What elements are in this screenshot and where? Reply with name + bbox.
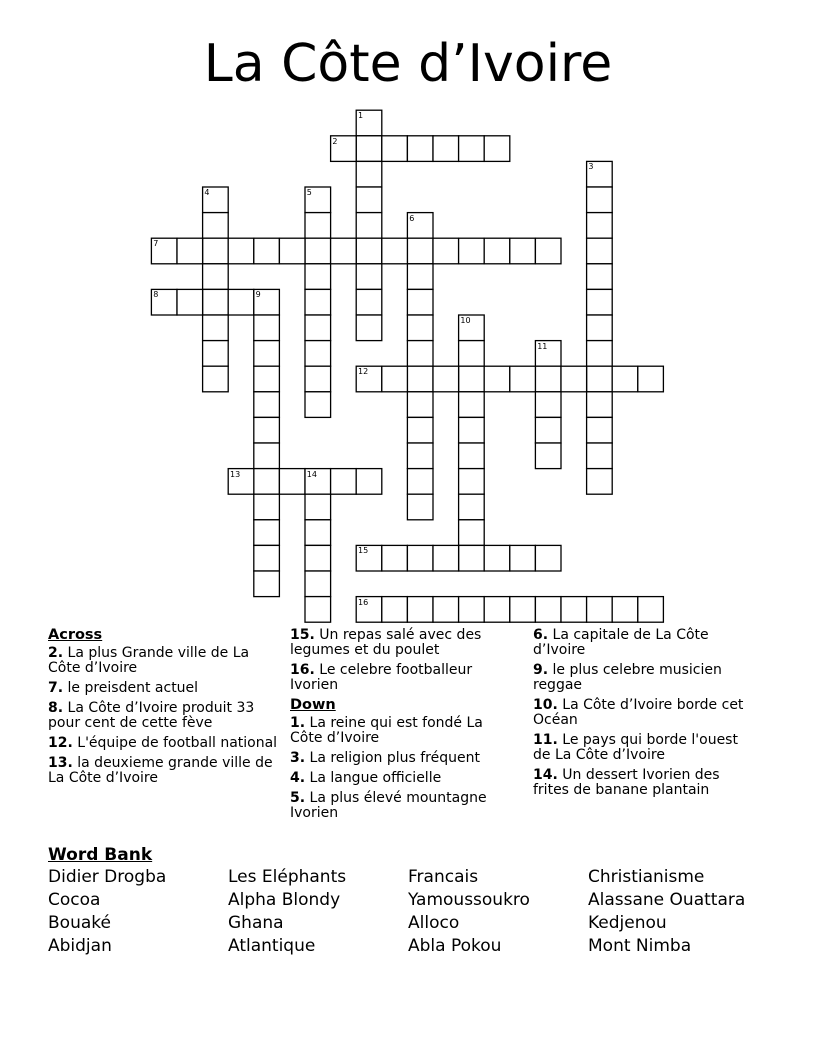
crossword-cell[interactable] [535, 392, 561, 418]
clue-number: 5 [306, 188, 312, 197]
clue-across-12: 12. L'équipe de football national [48, 735, 278, 751]
crossword-cell[interactable] [459, 417, 485, 443]
page-title: La Côte d’Ivoire [203, 34, 613, 94]
crossword-cell[interactable] [305, 571, 331, 597]
crossword-cell[interactable] [203, 264, 229, 290]
crossword-cell[interactable] [203, 289, 229, 315]
crossword-cell[interactable] [407, 264, 433, 290]
word-bank-item: Alassane Ouattara [588, 890, 746, 910]
crossword-cell[interactable] [407, 315, 433, 341]
crossword-cell[interactable] [254, 341, 280, 367]
crossword-cell[interactable] [305, 341, 331, 367]
clue-down-3: 3. La religion plus fréquent [290, 750, 480, 766]
crossword-cell[interactable] [638, 366, 664, 392]
across-heading: Across [48, 627, 103, 643]
clue-number: 8 [153, 290, 159, 300]
clue-across-8: 8. La Côte d’Ivoire produit 33 pour cent de cette fève [48, 700, 255, 731]
crossword-cell[interactable] [382, 545, 408, 571]
word-bank-item: Alloco [408, 913, 460, 933]
crossword-cell[interactable] [254, 392, 280, 418]
word-bank [48, 867, 788, 957]
crossword-cell[interactable] [433, 366, 459, 392]
clue-number: 9 [255, 290, 261, 300]
crossword-cell[interactable] [587, 469, 613, 495]
crossword-cell[interactable] [254, 315, 280, 341]
crossword-cell[interactable] [587, 187, 613, 213]
crossword-cell[interactable] [433, 238, 459, 264]
crossword-cell[interactable] [587, 238, 613, 264]
crossword-cell[interactable] [638, 597, 664, 623]
crossword-cell[interactable] [305, 264, 331, 290]
crossword-cell[interactable] [407, 289, 433, 315]
clues-column-2 [290, 628, 516, 826]
crossword-cell[interactable] [459, 136, 485, 162]
crossword-cell[interactable] [305, 315, 331, 341]
crossword-cell[interactable] [177, 238, 203, 264]
crossword-cell[interactable] [587, 264, 613, 290]
crossword-cell[interactable] [587, 315, 613, 341]
crossword-cell[interactable] [356, 264, 382, 290]
crossword-cell[interactable] [535, 366, 561, 392]
crossword-cell[interactable] [254, 494, 280, 520]
crossword-cell[interactable] [305, 392, 331, 418]
crossword-cell[interactable] [407, 443, 433, 469]
crossword-cell[interactable] [407, 392, 433, 418]
word-bank-item: Atlantique [228, 936, 316, 956]
crossword-cell[interactable] [459, 443, 485, 469]
crossword-cell[interactable] [459, 366, 485, 392]
crossword-cell[interactable] [305, 597, 331, 623]
word-bank-item: Les Eléphants [228, 867, 347, 887]
crossword-cell[interactable] [356, 289, 382, 315]
crossword-cell[interactable] [407, 366, 433, 392]
crossword-cell[interactable] [279, 469, 305, 495]
crossword-cell[interactable] [433, 136, 459, 162]
clue-across-16: 16. Le celebre footballeur Ivorien [290, 662, 473, 693]
word-bank-heading: Word Bank [48, 845, 153, 865]
crossword-cell[interactable] [510, 238, 536, 264]
crossword-cell[interactable] [433, 597, 459, 623]
crossword-cell[interactable] [331, 238, 357, 264]
crossword-cell[interactable] [535, 417, 561, 443]
clue-across-15: 15. Un repas salé avec des legumes et du poulet [290, 627, 482, 658]
crossword-cell[interactable] [459, 392, 485, 418]
crossword-cell[interactable] [587, 443, 613, 469]
clue-number: 15 [358, 546, 369, 556]
crossword-cell[interactable] [535, 238, 561, 264]
crossword-cell[interactable] [331, 469, 357, 495]
word-bank-item: Abidjan [48, 936, 112, 956]
crossword-cell[interactable] [254, 366, 280, 392]
crossword-cell[interactable] [382, 366, 408, 392]
crossword-cell[interactable] [305, 366, 331, 392]
crossword-cell[interactable] [612, 366, 638, 392]
crossword-cell[interactable] [407, 341, 433, 367]
clue-down-1: 1. La reine qui est fondé La Côte d’Ivoire [290, 715, 483, 746]
clue-number: 2 [332, 136, 338, 146]
clues-column-3 [533, 628, 758, 803]
clue-number: 14 [306, 469, 317, 479]
crossword-cell[interactable] [459, 545, 485, 571]
crossword-cell[interactable] [228, 289, 254, 315]
crossword-cell[interactable] [254, 545, 280, 571]
crossword-cell[interactable] [587, 341, 613, 367]
clue-number: 11 [537, 341, 548, 351]
crossword-cell[interactable] [356, 469, 382, 495]
crossword-cell[interactable] [484, 597, 510, 623]
crossword-cell[interactable] [254, 571, 280, 597]
word-bank-item: Yamoussoukro [408, 890, 530, 910]
word-bank-item: Bouaké [48, 913, 111, 933]
word-bank-item: Alpha Blondy [228, 890, 341, 910]
crossword-cell[interactable] [254, 417, 280, 443]
word-bank-item: Kedjenou [588, 913, 667, 933]
crossword-cell[interactable] [203, 238, 229, 264]
down-heading: Down [290, 697, 336, 713]
crossword-cell[interactable] [305, 289, 331, 315]
crossword-cell[interactable] [510, 597, 536, 623]
crossword-cell[interactable] [587, 289, 613, 315]
crossword-cell[interactable] [510, 366, 536, 392]
clue-number: 10 [460, 316, 471, 325]
crossword-cell[interactable] [484, 366, 510, 392]
crossword-cell[interactable] [459, 494, 485, 520]
crossword-cell[interactable] [356, 136, 382, 162]
crossword-cell[interactable] [587, 392, 613, 418]
crossword-cell[interactable] [459, 597, 485, 623]
crossword-cell[interactable] [561, 597, 587, 623]
crossword-cell[interactable] [254, 238, 280, 264]
clue-down-5: 5. La plus élevé mountagne Ivorien [290, 790, 487, 821]
crossword-cell[interactable] [561, 366, 587, 392]
clue-across-7: 7. le preisdent actuel [48, 680, 199, 696]
clue-down-14: 14. Un dessert Ivorien des frites de banane plantain [533, 767, 720, 798]
crossword-cell[interactable] [203, 366, 229, 392]
clue-down-10: 10. La Côte d’Ivoire borde cet Océan [533, 697, 744, 728]
crossword-cell[interactable] [484, 136, 510, 162]
clue-down-11: 11. Le pays qui borde l'ouest de La Côte d’Ivoire [533, 732, 738, 763]
crossword-cell[interactable] [407, 597, 433, 623]
word-bank-item: Francais [408, 867, 479, 887]
crossword-cell[interactable] [279, 238, 305, 264]
clue-number: 4 [204, 188, 210, 197]
crossword-cell[interactable] [510, 545, 536, 571]
clue-number: 3 [588, 162, 594, 172]
word-bank-item: Ghana [228, 913, 284, 933]
crossword-cell[interactable] [382, 238, 408, 264]
crossword-cell[interactable] [254, 520, 280, 546]
word-bank-item: Christianisme [588, 867, 705, 887]
crossword-cell[interactable] [356, 238, 382, 264]
clue-down-4: 4. La langue officielle [290, 770, 442, 786]
crossword-cell[interactable] [459, 520, 485, 546]
crossword-cell[interactable] [356, 161, 382, 187]
word-bank-item: Cocoa [48, 890, 101, 910]
crossword-cell[interactable] [587, 366, 613, 392]
crossword-cell[interactable] [356, 187, 382, 213]
crossword-cell[interactable] [382, 136, 408, 162]
clue-number: 12 [358, 367, 369, 377]
crossword-cell[interactable] [433, 545, 459, 571]
crossword-cell[interactable] [407, 545, 433, 571]
crossword-cell[interactable] [587, 417, 613, 443]
word-bank-item: Mont Nimba [588, 936, 692, 956]
crossword-cell[interactable] [484, 545, 510, 571]
crossword-cell[interactable] [305, 545, 331, 571]
crossword-cell[interactable] [254, 443, 280, 469]
word-bank-item: Abla Pokou [408, 936, 502, 956]
crossword-cell[interactable] [407, 469, 433, 495]
crossword-cell[interactable] [459, 238, 485, 264]
crossword-cell[interactable] [484, 238, 510, 264]
clues-column-1 [48, 628, 280, 791]
crossword-cell[interactable] [305, 213, 331, 239]
crossword-cell[interactable] [177, 289, 203, 315]
crossword-cell[interactable] [356, 213, 382, 239]
clue-number: 13 [230, 469, 241, 479]
crossword-cell[interactable] [382, 597, 408, 623]
clue-number: 1 [358, 111, 364, 121]
clue-across-13: 13. la deuxieme grande ville de La Côte d’Ivoire [48, 755, 273, 786]
crossword-cell[interactable] [228, 238, 254, 264]
clue-across-2: 2. La plus Grande ville de La Côte d’Ivoire [48, 645, 250, 676]
crossword-cell[interactable] [203, 341, 229, 367]
crossword-cell[interactable] [407, 417, 433, 443]
crossword-cell[interactable] [587, 597, 613, 623]
crossword-cell[interactable] [203, 213, 229, 239]
crossword-cell[interactable] [254, 469, 280, 495]
crossword-cell[interactable] [356, 315, 382, 341]
clue-number: 16 [358, 597, 369, 607]
crossword-cell[interactable] [535, 443, 561, 469]
crossword-cell[interactable] [459, 341, 485, 367]
clue-down-6: 6. La capitale de La Côte d’Ivoire [533, 627, 709, 658]
crossword-cell[interactable] [305, 520, 331, 546]
crossword-cell[interactable] [535, 545, 561, 571]
crossword-cell[interactable] [587, 213, 613, 239]
clue-number: 7 [153, 239, 159, 249]
crossword-cell[interactable] [612, 597, 638, 623]
crossword-cell[interactable] [407, 238, 433, 264]
crossword-cell[interactable] [407, 494, 433, 520]
crossword-cell[interactable] [305, 494, 331, 520]
crossword-cell[interactable] [535, 597, 561, 623]
word-bank-item: Didier Drogba [48, 867, 167, 887]
crossword-cell[interactable] [305, 238, 331, 264]
clue-number: 6 [409, 213, 415, 223]
crossword-cell[interactable] [459, 469, 485, 495]
clue-down-9: 9. le plus celebre musicien reggae [533, 662, 722, 693]
crossword-cell[interactable] [407, 136, 433, 162]
crossword-cell[interactable] [203, 315, 229, 341]
